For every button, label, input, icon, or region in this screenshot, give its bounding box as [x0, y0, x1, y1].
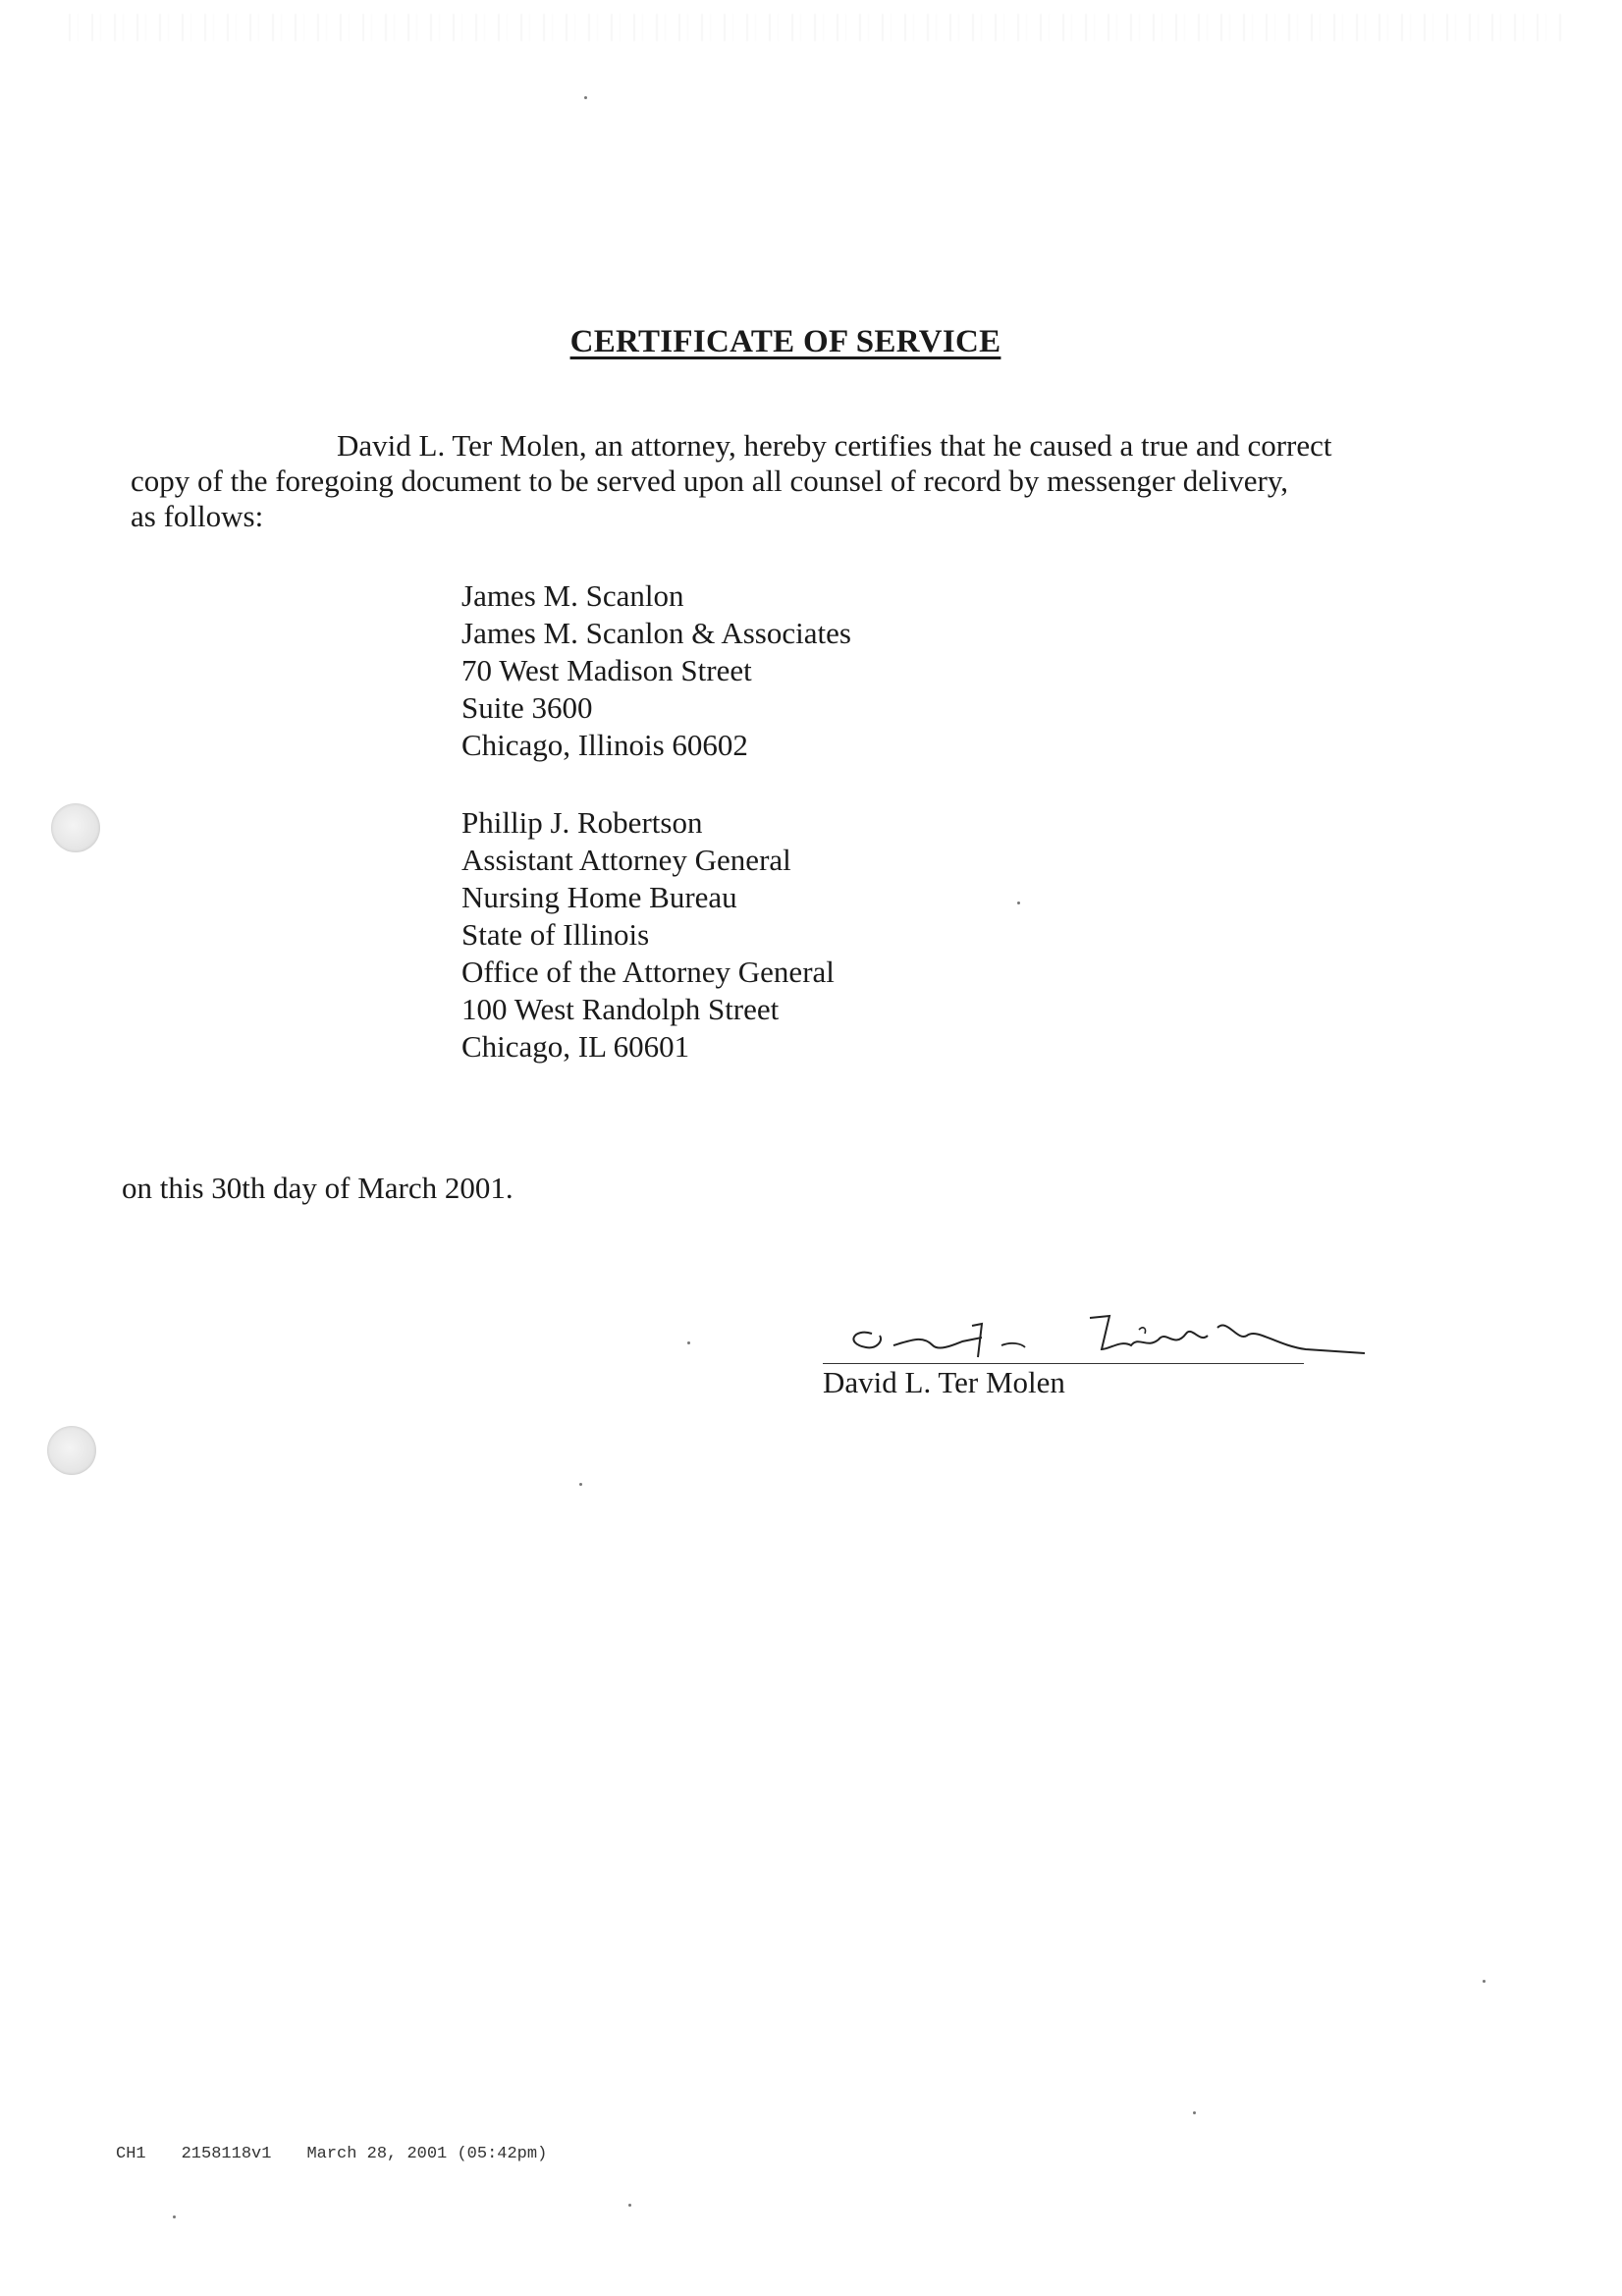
document-footer: [116, 2145, 582, 2163]
handwritten-signature: [815, 1306, 1365, 1365]
footer-office-code: CH1: [116, 2145, 146, 2163]
scan-speck: [687, 1341, 690, 1344]
scan-speck: [1017, 902, 1020, 904]
certification-paragraph: [131, 428, 1427, 534]
certification-line-3: as follows:: [131, 499, 264, 533]
scan-speck: [579, 1483, 582, 1486]
recipient-address-block: [461, 804, 835, 1066]
recipient-city: Chicago, Illinois 60602: [461, 728, 748, 762]
recipient-state: State of Illinois: [461, 917, 650, 952]
document-title: CERTIFICATE OF SERVICE: [569, 324, 1001, 359]
scan-speck: [628, 2204, 631, 2207]
recipient-street: 100 West Randolph Street: [461, 992, 780, 1026]
recipient-firm: James M. Scanlon & Associates: [461, 616, 851, 650]
scan-speck: [1483, 1980, 1486, 1983]
recipient-bureau: Nursing Home Bureau: [461, 880, 737, 914]
signer-name: David L. Ter Molen: [823, 1365, 1065, 1399]
footer-doc-id: 2158118v1: [181, 2145, 272, 2163]
recipient-street: 70 West Madison Street: [461, 653, 752, 687]
certification-line-1: David L. Ter Molen, an attorney, hereby certifies that he caused a true and correct: [337, 428, 1332, 463]
certification-line-2: copy of the foregoing document to be served upon all counsel of record by messenger delivery,: [131, 464, 1289, 498]
recipient-title: Assistant Attorney General: [461, 843, 791, 877]
signature-line: [823, 1363, 1304, 1364]
recipient-address-block: [461, 577, 851, 764]
recipient-name: James M. Scanlon: [461, 578, 684, 613]
scan-speck: [1193, 2111, 1196, 2114]
recipient-name: Phillip J. Robertson: [461, 805, 703, 840]
punch-hole-upper: [51, 803, 100, 852]
recipient-office: Office of the Attorney General: [461, 955, 835, 989]
recipient-city: Chicago, IL 60601: [461, 1029, 690, 1064]
recipient-suite: Suite 3600: [461, 690, 593, 725]
punch-hole-lower: [47, 1426, 96, 1475]
scan-artifact-top: [69, 14, 1561, 41]
scan-speck: [173, 2215, 176, 2218]
service-date-line: on this 30th day of March 2001.: [122, 1171, 514, 1205]
scan-speck: [584, 96, 587, 99]
footer-timestamp: March 28, 2001 (05:42pm): [306, 2145, 548, 2163]
